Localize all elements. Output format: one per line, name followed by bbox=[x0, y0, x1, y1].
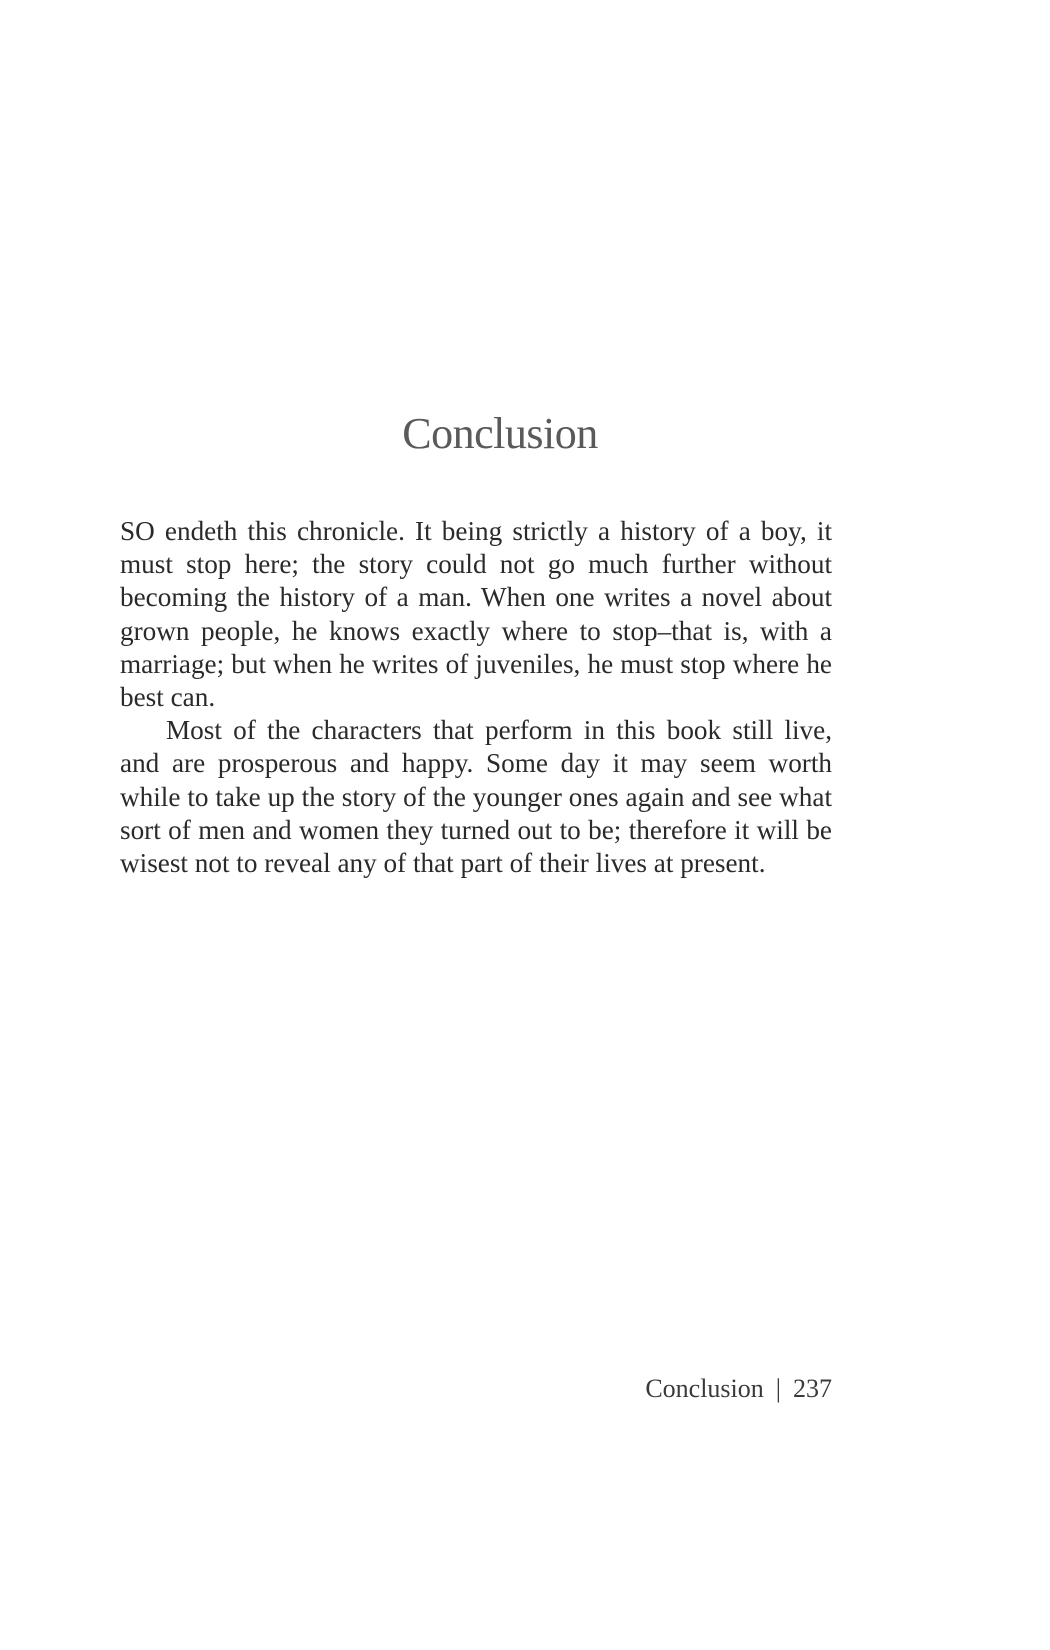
chapter-title: Conclusion bbox=[402, 409, 598, 458]
paragraph-2: Most of the characters that perform in this book still live, and are prosperous and happy. Some day it may seem worth while to take up the story of the younger ones again and see what sort of men and women they turned out to be; therefore it will be wisest not to reveal any of that part of their lives at present. bbox=[120, 715, 832, 879]
footer-running-title: Conclusion bbox=[645, 1374, 764, 1403]
chapter-body bbox=[120, 515, 832, 880]
paragraph-1: SO endeth this chronicle. It being strictly a history of a boy, it must stop here; the story could not go much further without becoming the history of a man. When one writes a novel about grown people, he knows exactly where to stop–that is, with a marriage; but when he writes of juveniles, he must stop where he best can. bbox=[120, 516, 832, 713]
page-number: 237 bbox=[793, 1374, 832, 1403]
running-footer bbox=[645, 1374, 832, 1404]
footer-separator: | bbox=[775, 1374, 781, 1403]
